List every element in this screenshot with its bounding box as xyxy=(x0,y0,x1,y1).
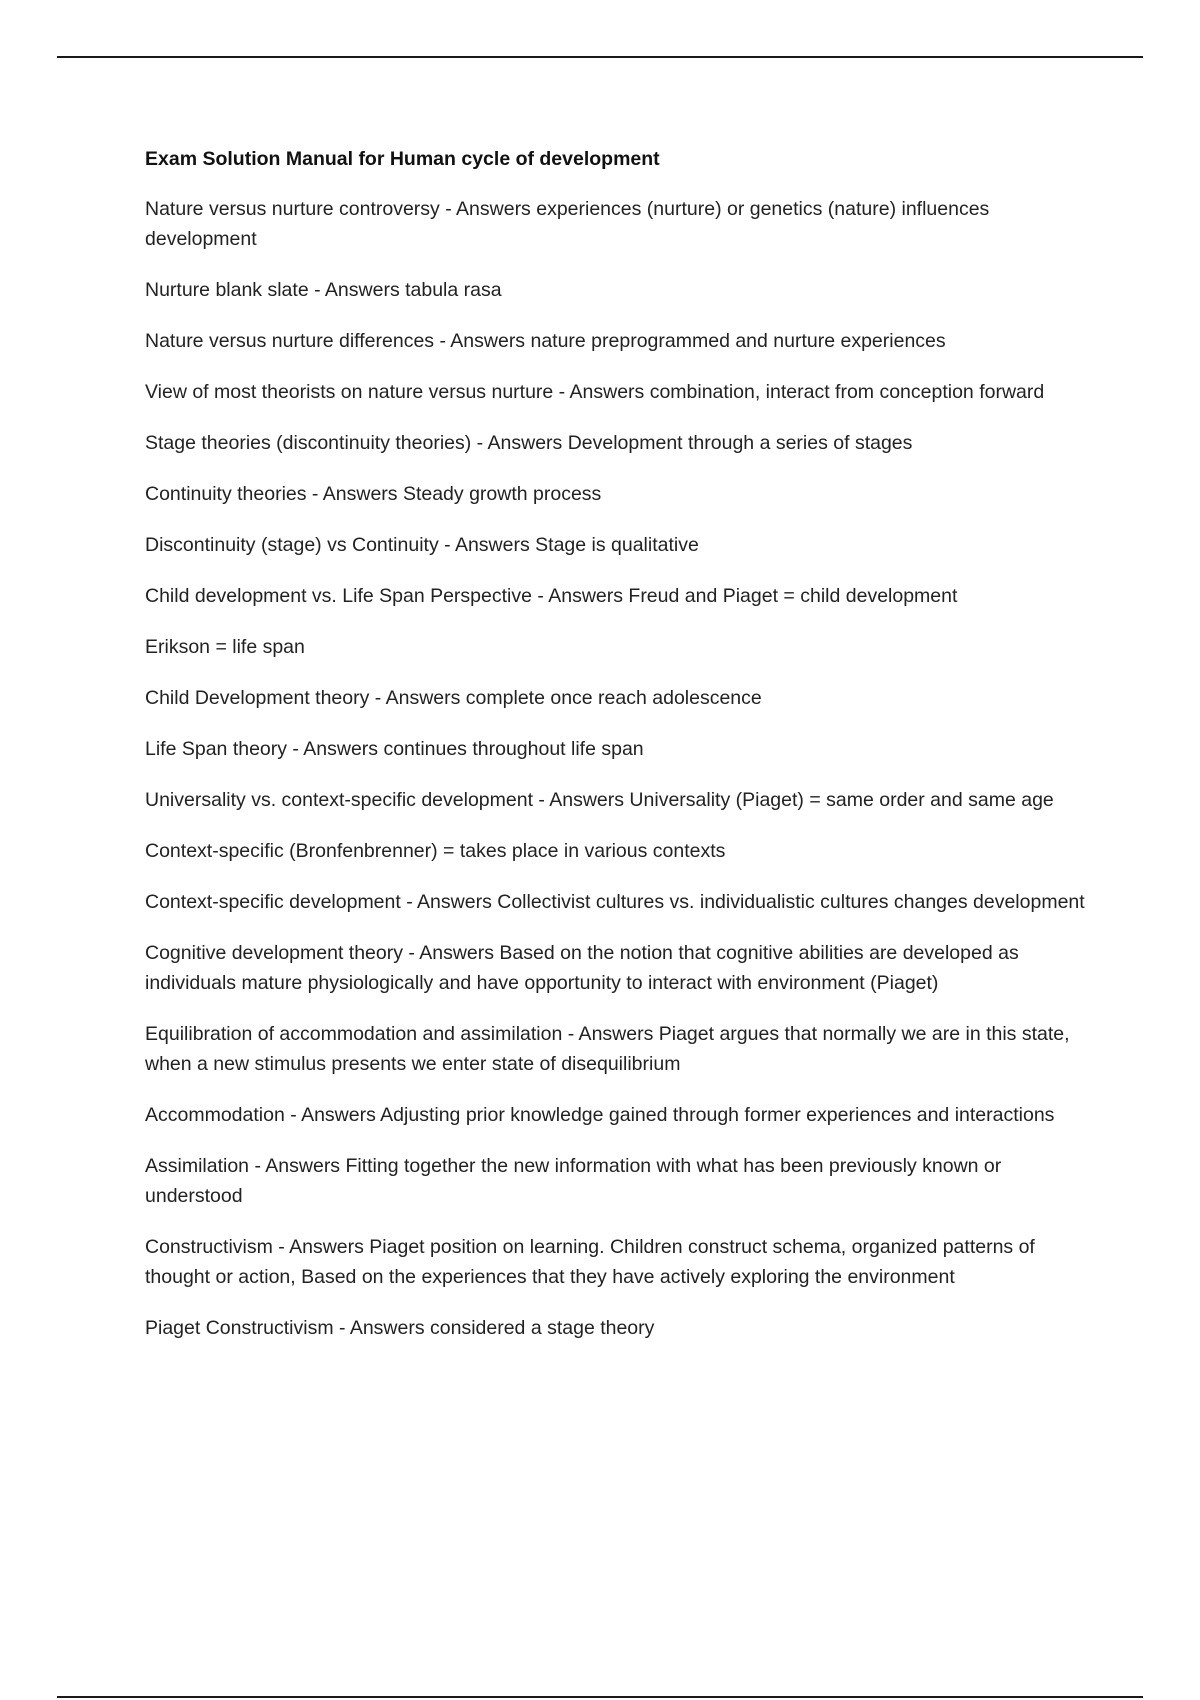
entry-3: Nature versus nurture differences - Answers nature preprogrammed and nurture experiences xyxy=(145,330,946,352)
entry-10: Child Development theory - Answers complete once reach adolescence xyxy=(145,687,762,709)
document-body xyxy=(145,144,1085,1364)
entry-17: Accommodation - Answers Adjusting prior knowledge gained through former experiences and interactions xyxy=(145,1104,1055,1126)
entry-8: Child development vs. Life Span Perspective - Answers Freud and Piaget = child development xyxy=(145,585,958,607)
entry-7: Discontinuity (stage) vs Continuity - Answers Stage is qualitative xyxy=(145,534,699,556)
entry-9: Erikson = life span xyxy=(145,636,305,658)
entry-13: Context-specific (Bronfenbrenner) = takes place in various contexts xyxy=(145,840,726,862)
entry-1: Nature versus nurture controversy - Answers experiences (nurture) or genetics (nature) influences development xyxy=(145,198,990,250)
header-rule xyxy=(57,56,1143,58)
entry-6: Continuity theories - Answers Steady growth process xyxy=(145,483,602,505)
entry-2: Nurture blank slate - Answers tabula rasa xyxy=(145,279,502,301)
entry-18: Assimilation - Answers Fitting together the new information with what has been previously known or understood xyxy=(145,1155,1002,1207)
entry-16: Equilibration of accommodation and assimilation - Answers Piaget argues that normally we are in this state, when a new stimulus presents we enter state of disequilibrium xyxy=(145,1023,1070,1075)
footer-rule xyxy=(57,1696,1143,1698)
entry-12: Universality vs. context-specific development - Answers Universality (Piaget) = same order and same age xyxy=(145,789,1054,811)
document-title: Exam Solution Manual for Human cycle of development xyxy=(145,148,660,170)
entry-5: Stage theories (discontinuity theories) - Answers Development through a series of stages xyxy=(145,432,913,454)
entry-15: Cognitive development theory - Answers Based on the notion that cognitive abilities are developed as individuals mature physiologically and have opportunity to interact with environment (Piaget) xyxy=(145,942,1019,994)
entry-list xyxy=(145,194,1085,1343)
entry-19: Constructivism - Answers Piaget position on learning. Children construct schema, organized patterns of thought or action, Based on the experiences that they have actively exploring the environment xyxy=(145,1236,1035,1288)
entry-14: Context-specific development - Answers Collectivist cultures vs. individualistic cultures changes development xyxy=(145,891,1085,913)
entry-11: Life Span theory - Answers continues throughout life span xyxy=(145,738,644,760)
entry-20: Piaget Constructivism - Answers considered a stage theory xyxy=(145,1317,655,1339)
entry-4: View of most theorists on nature versus nurture - Answers combination, interact from conception forward xyxy=(145,381,1045,403)
